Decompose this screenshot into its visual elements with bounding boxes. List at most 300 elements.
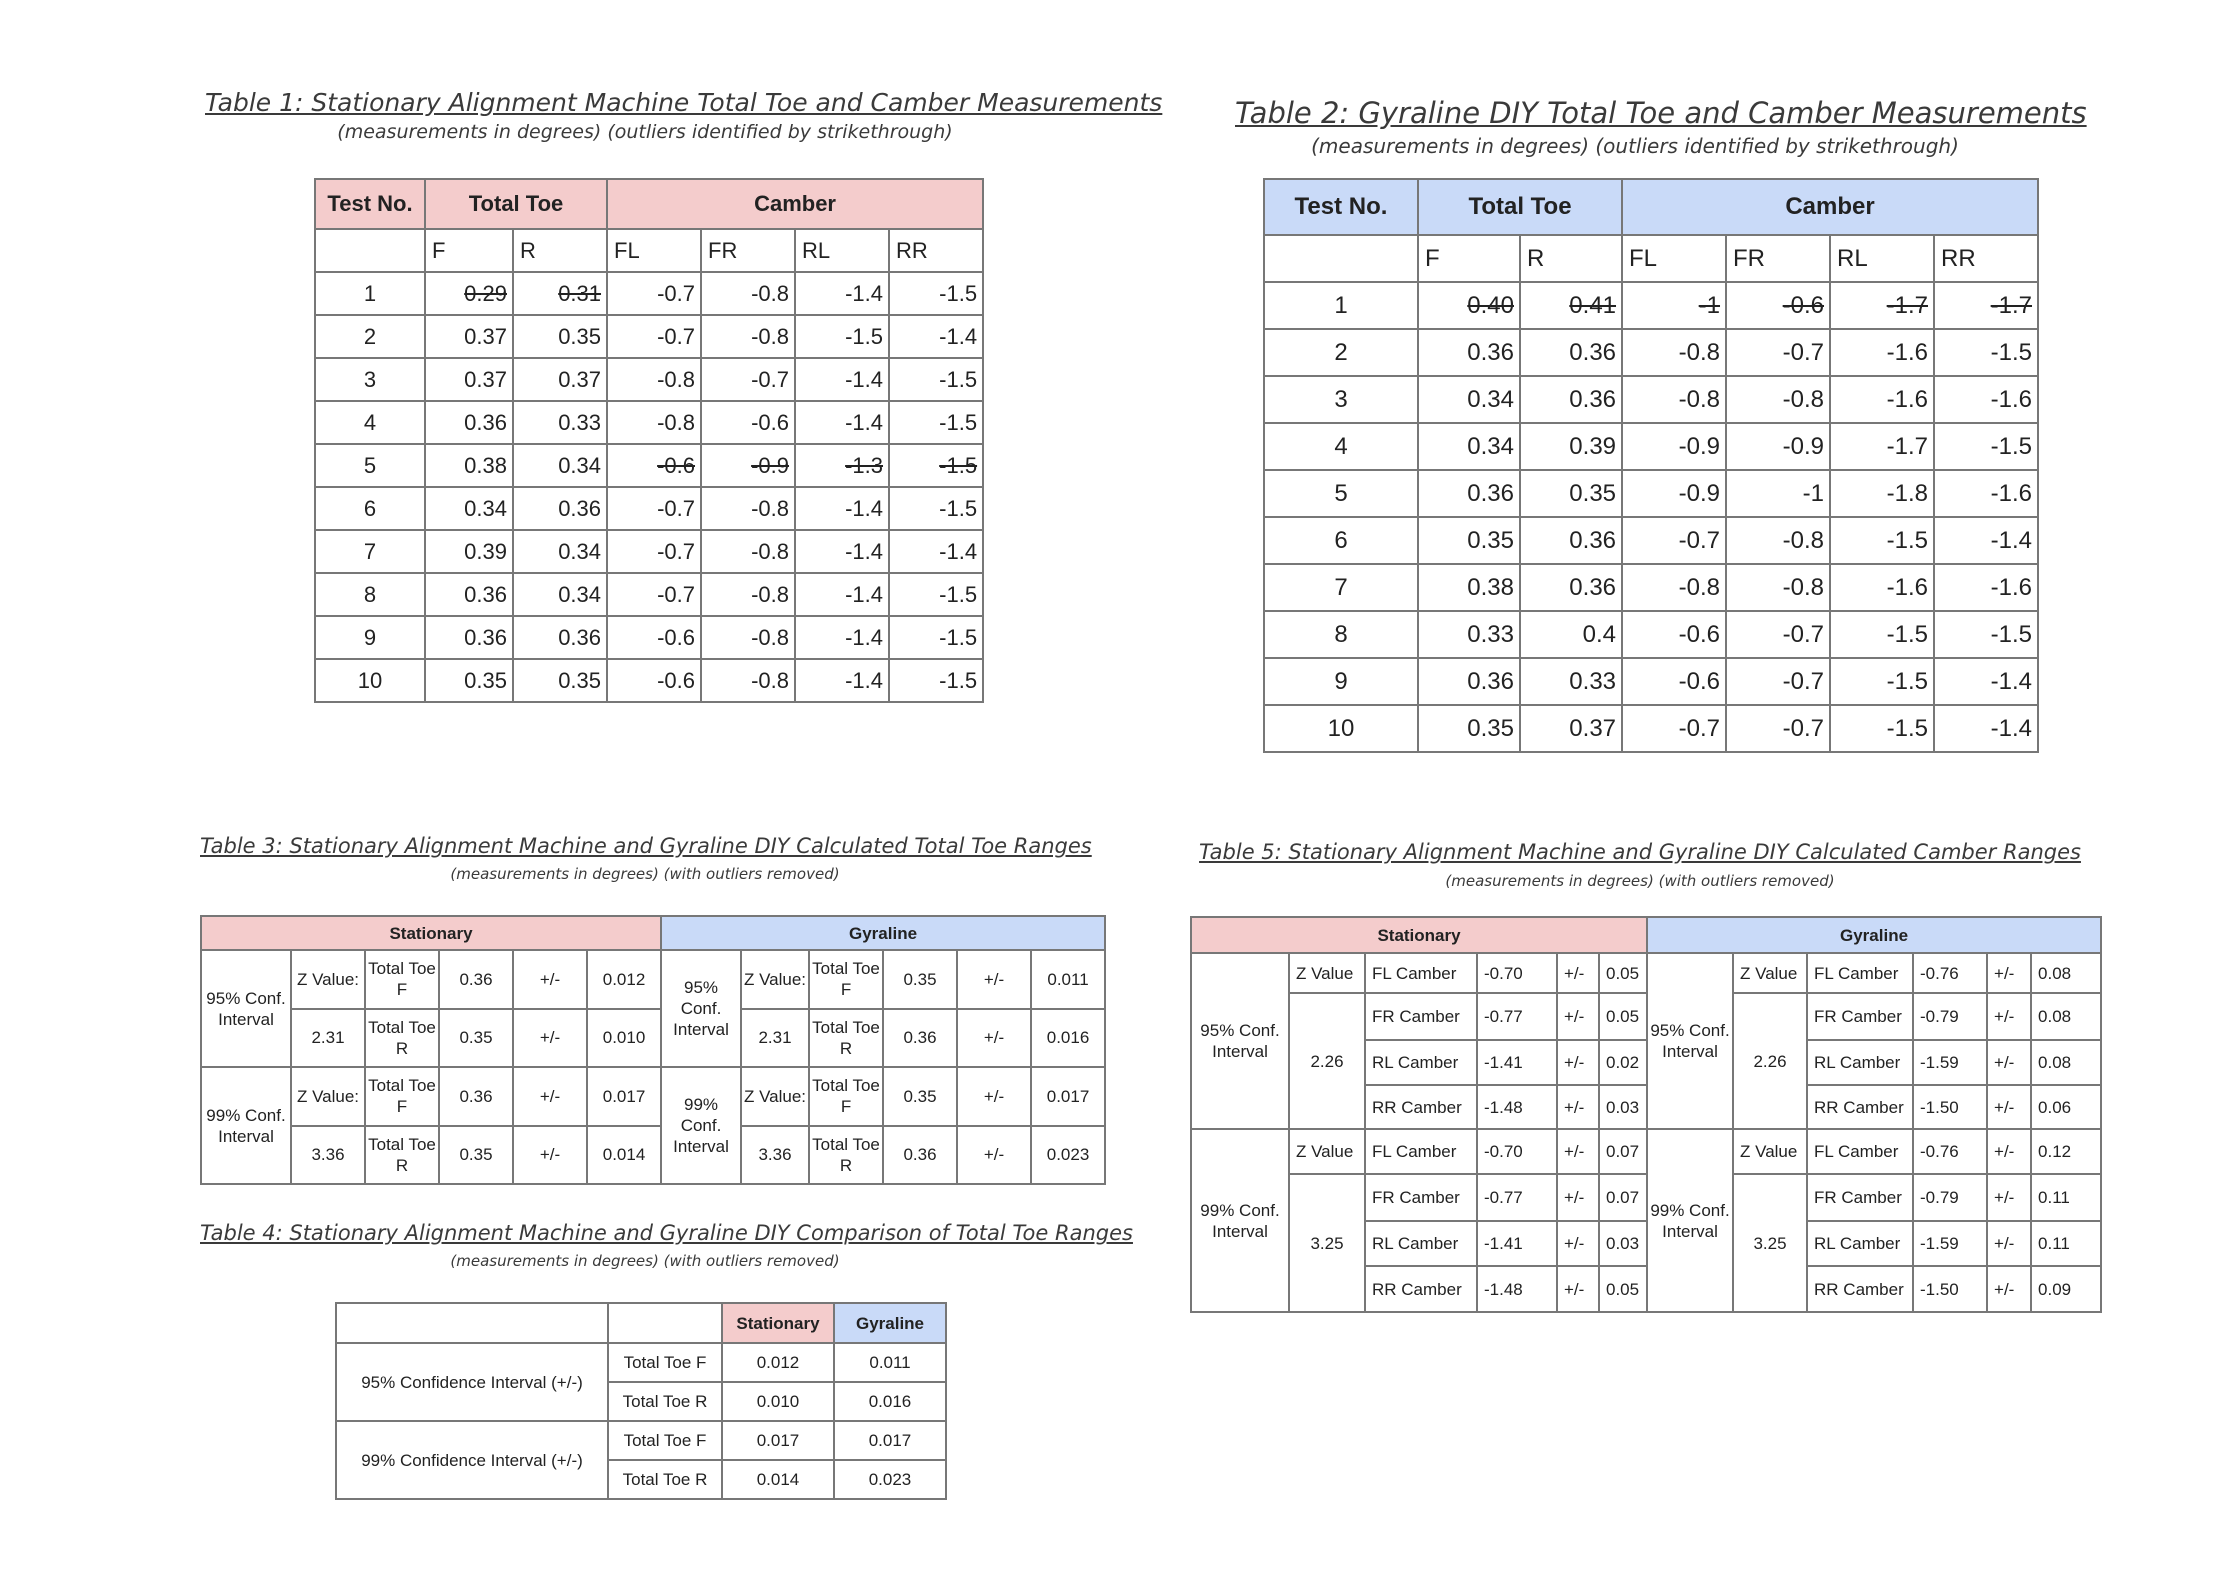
table1-row [315, 616, 983, 659]
table5-range: 0.12 [2031, 1129, 2101, 1174]
table1-header-camber: Camber [607, 179, 983, 229]
table4-value: 0.012 [722, 1343, 834, 1382]
table1-cell: -0.8 [701, 487, 795, 530]
table2-cell: -0.7 [1726, 658, 1830, 705]
table1-cell: 0.37 [425, 358, 513, 401]
table2-cell: 0.33 [1418, 611, 1520, 658]
table1-cell: 0.36 [425, 401, 513, 444]
table3-value: 0.36 [439, 1067, 513, 1125]
table2-subheader: FL [1622, 235, 1726, 282]
table2-row [1264, 658, 2038, 705]
table1-cell: 0.36 [425, 573, 513, 616]
table2-cell: -0.7 [1726, 611, 1830, 658]
table2-cell: 0.41 [1520, 282, 1622, 329]
table3-zvalue-label: Z Value: [291, 1067, 365, 1125]
table1-cell: -1.5 [795, 315, 889, 358]
table5-camber-label: RR Camber [1807, 1085, 1913, 1129]
table5-range: 0.05 [1599, 1266, 1647, 1312]
table1-cell: -0.6 [701, 401, 795, 444]
table2-cell: 0.35 [1418, 517, 1520, 564]
table1-cell: -0.9 [701, 444, 795, 487]
table1-cell: 0.39 [425, 530, 513, 573]
table5-range: 0.08 [2031, 1040, 2101, 1085]
table2-row [1264, 282, 2038, 329]
table4-toe-label: Total Toe R [608, 1460, 722, 1499]
table2-cell: 0.37 [1520, 705, 1622, 752]
table5-value: -1.48 [1477, 1085, 1557, 1129]
table1-cell: -1.4 [795, 401, 889, 444]
table3-value: 0.35 [883, 950, 957, 1008]
table4-ci95-label: 95% Confidence Interval (+/-) [336, 1343, 608, 1421]
table5-pm: +/- [1987, 1129, 2031, 1174]
table2-subheader: RR [1934, 235, 2038, 282]
table5-row [1191, 1174, 2101, 1221]
table3-toe-label: Total Toe F [365, 950, 439, 1008]
table5-zvalue: 3.25 [1289, 1174, 1365, 1312]
table5-pm: +/- [1557, 1266, 1599, 1312]
table2-subheader [1264, 235, 1418, 282]
table1-cell: 0.36 [513, 616, 607, 659]
table5-pm: +/- [1557, 953, 1599, 993]
table1-cell: -0.6 [607, 659, 701, 702]
table5-pm: +/- [1987, 993, 2031, 1040]
table5-range: 0.03 [1599, 1085, 1647, 1129]
table2-cell: -1.7 [1830, 282, 1934, 329]
table4-value: 0.023 [834, 1460, 946, 1499]
table1-cell: 0.36 [425, 616, 513, 659]
table1-subheader: F [425, 229, 513, 272]
table1-test-number: 5 [315, 444, 425, 487]
table1-row [315, 530, 983, 573]
table5-pm: +/- [1987, 1085, 2031, 1129]
table5-ci-label: 99% Conf. Interval [1191, 1129, 1289, 1312]
table1-cell: 0.37 [513, 358, 607, 401]
table3-zvalue-label: Z Value: [741, 950, 809, 1008]
table1-subheader: RL [795, 229, 889, 272]
table2-cell: -1.4 [1934, 517, 2038, 564]
table1-row [315, 315, 983, 358]
table5-range: 0.05 [1599, 953, 1647, 993]
table5-camber-label: FL Camber [1365, 953, 1477, 993]
table1-cell: 0.35 [513, 315, 607, 358]
table5-value: -1.59 [1913, 1040, 1987, 1085]
table2-cell: -0.7 [1622, 705, 1726, 752]
table1-cell: -0.8 [701, 616, 795, 659]
table3-ci95-label: 95% Conf. Interval [661, 950, 741, 1067]
table2-test-number: 10 [1264, 705, 1418, 752]
table1-cell: -1.4 [795, 616, 889, 659]
table2-cell: -0.8 [1622, 376, 1726, 423]
table1-subtitle: (measurements in degrees) (outliers identified by strikethrough) [337, 121, 953, 143]
table1-cell: -0.7 [607, 272, 701, 315]
table1-cell: -1.5 [889, 573, 983, 616]
table1-row [315, 444, 983, 487]
table5-value: -1.59 [1913, 1221, 1987, 1266]
table1 [314, 178, 984, 703]
table1-subheader: R [513, 229, 607, 272]
table2-cell: -0.8 [1622, 329, 1726, 376]
table2-test-number: 1 [1264, 282, 1418, 329]
table2-subheader: R [1520, 235, 1622, 282]
table3-range: 0.017 [1031, 1067, 1105, 1125]
table3-zvalue: 2.31 [291, 1009, 365, 1067]
table5-value: -0.79 [1913, 1174, 1987, 1221]
table4-toe-label: Total Toe R [608, 1382, 722, 1421]
table2-test-number: 7 [1264, 564, 1418, 611]
table1-cell: -1.4 [795, 573, 889, 616]
table4-value: 0.017 [722, 1421, 834, 1460]
table5-value: -0.79 [1913, 993, 1987, 1040]
table2-subheader: RL [1830, 235, 1934, 282]
table3-zvalue: 3.36 [291, 1126, 365, 1184]
table2-cell: -1.4 [1934, 705, 2038, 752]
table2-row [1264, 705, 2038, 752]
table1-cell: -1.5 [889, 401, 983, 444]
table1-test-number: 3 [315, 358, 425, 401]
table5-range: 0.03 [1599, 1221, 1647, 1266]
table5-camber-label: FL Camber [1807, 1129, 1913, 1174]
table5-zvalue-label: Z Value [1289, 953, 1365, 993]
table5-value: -1.50 [1913, 1266, 1987, 1312]
table2-cell: -0.6 [1622, 658, 1726, 705]
table2-cell: 0.34 [1418, 423, 1520, 470]
table5-range: 0.02 [1599, 1040, 1647, 1085]
table5-title: Table 5: Stationary Alignment Machine and Gyraline DIY Calculated Camber Ranges [1199, 840, 2081, 864]
table1-cell: -0.7 [607, 573, 701, 616]
table4-title: Table 4: Stationary Alignment Machine and Gyraline DIY Comparison of Total Toe Ranges [200, 1221, 1133, 1245]
table5-value: -0.70 [1477, 953, 1557, 993]
table2-cell: -1 [1726, 470, 1830, 517]
table1-cell: -0.6 [607, 616, 701, 659]
table1-cell: -0.8 [701, 272, 795, 315]
table3-toe-label: Total Toe F [365, 1067, 439, 1125]
table5-pm: +/- [1557, 1174, 1599, 1221]
table3-range: 0.011 [1031, 950, 1105, 1008]
table3-title: Table 3: Stationary Alignment Machine and Gyraline DIY Calculated Total Toe Ranges [200, 834, 1092, 858]
table1-cell: -1.4 [795, 272, 889, 315]
table3-range: 0.017 [587, 1067, 661, 1125]
table4-toe-label: Total Toe F [608, 1343, 722, 1382]
table5-row [1191, 953, 2101, 993]
table3-range: 0.023 [1031, 1126, 1105, 1184]
table3-toe-label: Total Toe R [365, 1126, 439, 1184]
table4-gyraline-header: Gyraline [834, 1303, 946, 1343]
table3-zvalue: 2.31 [741, 1009, 809, 1067]
table2-cell: -0.8 [1622, 564, 1726, 611]
table5-camber-label: RL Camber [1807, 1040, 1913, 1085]
table2-cell: -0.7 [1726, 329, 1830, 376]
table5-subtitle: (measurements in degrees) (with outliers removed) [1445, 872, 1835, 890]
table1-header-toe: Total Toe [425, 179, 607, 229]
table4-stationary-header: Stationary [722, 1303, 834, 1343]
table3-ci95-label: 95% Conf. Interval [201, 950, 291, 1067]
table1-cell: 0.31 [513, 272, 607, 315]
table2-row [1264, 470, 2038, 517]
table5-range: 0.06 [2031, 1085, 2101, 1129]
table2-test-number: 5 [1264, 470, 1418, 517]
table4-ci99-label: 99% Confidence Interval (+/-) [336, 1421, 608, 1499]
table3-range: 0.014 [587, 1126, 661, 1184]
table1-subheader: RR [889, 229, 983, 272]
table1-cell: -1.4 [795, 530, 889, 573]
table5-ci-label: 95% Conf. Interval [1191, 953, 1289, 1129]
table2-cell: 0.36 [1418, 658, 1520, 705]
table1-cell: -1.5 [889, 616, 983, 659]
table2-cell: 0.33 [1520, 658, 1622, 705]
table1-cell: -1.5 [889, 659, 983, 702]
table1-test-number: 2 [315, 315, 425, 358]
table3-zvalue-label: Z Value: [741, 1067, 809, 1125]
table1-cell: -1.3 [795, 444, 889, 487]
table1-cell: -0.8 [701, 659, 795, 702]
table5-camber-label: RL Camber [1807, 1221, 1913, 1266]
table2-cell: -0.7 [1726, 705, 1830, 752]
table3-range: 0.012 [587, 950, 661, 1008]
table3-toe-label: Total Toe R [809, 1009, 883, 1067]
table1-cell: 0.35 [513, 659, 607, 702]
table5-range: 0.11 [2031, 1221, 2101, 1266]
table3-toe-label: Total Toe R [365, 1009, 439, 1067]
table3-stationary-header: Stationary [201, 916, 661, 950]
table3-value: 0.35 [883, 1067, 957, 1125]
table1-test-number: 9 [315, 616, 425, 659]
table1-cell: 0.35 [425, 659, 513, 702]
table3-pm: +/- [957, 1067, 1031, 1125]
table4-value: 0.017 [834, 1421, 946, 1460]
table2-cell: -1.5 [1830, 705, 1934, 752]
table2-cell: 0.39 [1520, 423, 1622, 470]
table5-camber-label: FR Camber [1807, 1174, 1913, 1221]
table1-cell: -1.5 [889, 444, 983, 487]
table2-cell: 0.36 [1418, 329, 1520, 376]
table2-cell: -1 [1622, 282, 1726, 329]
table1-row [315, 358, 983, 401]
table1-row [315, 573, 983, 616]
table3-range: 0.016 [1031, 1009, 1105, 1067]
table5-zvalue-label: Z Value [1733, 953, 1807, 993]
table5-stationary-header: Stationary [1191, 917, 1647, 953]
table1-subheader: FR [701, 229, 795, 272]
table3-range: 0.010 [587, 1009, 661, 1067]
table4 [335, 1302, 947, 1500]
table2-cell: 0.40 [1418, 282, 1520, 329]
table3-pm: +/- [957, 950, 1031, 1008]
table2-cell: -0.8 [1726, 376, 1830, 423]
table3-ci99-label: 99% Conf. Interval [201, 1067, 291, 1184]
table2-cell: -1.6 [1934, 470, 2038, 517]
table1-cell: -0.8 [607, 401, 701, 444]
table1-cell: -0.7 [607, 530, 701, 573]
table5-range: 0.07 [1599, 1174, 1647, 1221]
table3-pm: +/- [957, 1009, 1031, 1067]
table1-cell: 0.33 [513, 401, 607, 444]
table5-ci-label: 99% Conf. Interval [1647, 1129, 1733, 1312]
table5-pm: +/- [1987, 1266, 2031, 1312]
table5-pm: +/- [1987, 1040, 2031, 1085]
table3-pm: +/- [957, 1126, 1031, 1184]
table1-cell: 0.38 [425, 444, 513, 487]
table2-header-toe: Total Toe [1418, 179, 1622, 235]
table1-cell: -1.5 [889, 487, 983, 530]
table5-pm: +/- [1557, 1040, 1599, 1085]
table3-ci99-label: 99% Conf. Interval [661, 1067, 741, 1184]
table3-value: 0.35 [439, 1126, 513, 1184]
table2-cell: -0.9 [1622, 470, 1726, 517]
table2-cell: 0.36 [1520, 329, 1622, 376]
table5-pm: +/- [1987, 1221, 2031, 1266]
table1-cell: -0.7 [607, 315, 701, 358]
table1-title: Table 1: Stationary Alignment Machine Total Toe and Camber Measurements [205, 88, 1163, 117]
table2-cell: -1.5 [1934, 329, 2038, 376]
table5-camber-label: FL Camber [1365, 1129, 1477, 1174]
table2-cell: -1.6 [1830, 564, 1934, 611]
table5-camber-label: RL Camber [1365, 1221, 1477, 1266]
table1-subheader [315, 229, 425, 272]
table5-range: 0.08 [2031, 993, 2101, 1040]
table3 [200, 915, 1106, 1185]
table1-test-number: 8 [315, 573, 425, 616]
table5-zvalue: 2.26 [1733, 993, 1807, 1129]
table5-value: -0.70 [1477, 1129, 1557, 1174]
table2-cell: -0.6 [1726, 282, 1830, 329]
table5-range: 0.11 [2031, 1174, 2101, 1221]
table4-value: 0.014 [722, 1460, 834, 1499]
table2-cell: -0.9 [1622, 423, 1726, 470]
table1-cell: -1.5 [889, 272, 983, 315]
table1-test-number: 4 [315, 401, 425, 444]
table1-cell: -1.4 [795, 358, 889, 401]
table2-cell: 0.36 [1520, 376, 1622, 423]
table1-cell: -0.7 [701, 358, 795, 401]
table2-row [1264, 329, 2038, 376]
table3-zvalue: 3.36 [741, 1126, 809, 1184]
table1-cell: -1.4 [889, 315, 983, 358]
table3-toe-label: Total Toe R [809, 1126, 883, 1184]
table2-cell: 0.36 [1418, 470, 1520, 517]
table5-value: -0.76 [1913, 1129, 1987, 1174]
table5-value: -1.41 [1477, 1221, 1557, 1266]
table2-header-test: Test No. [1264, 179, 1418, 235]
table1-test-number: 10 [315, 659, 425, 702]
table5-row [1191, 993, 2101, 1040]
table5-value: -1.48 [1477, 1266, 1557, 1312]
table4-value: 0.016 [834, 1382, 946, 1421]
table2-cell: -1.5 [1934, 423, 2038, 470]
table5-range: 0.08 [2031, 953, 2101, 993]
table5-ci-label: 95% Conf. Interval [1647, 953, 1733, 1129]
table2-cell: -1.6 [1830, 329, 1934, 376]
table2-subheader: FR [1726, 235, 1830, 282]
table2-cell: 0.34 [1418, 376, 1520, 423]
table5-zvalue-label: Z Value [1733, 1129, 1807, 1174]
table1-cell: -0.7 [607, 487, 701, 530]
table1-cell: 0.37 [425, 315, 513, 358]
table3-value: 0.35 [439, 1009, 513, 1067]
table2-cell: 0.4 [1520, 611, 1622, 658]
table4-toe-label: Total Toe F [608, 1421, 722, 1460]
table5-pm: +/- [1557, 1085, 1599, 1129]
table1-cell: 0.34 [513, 573, 607, 616]
table5-zvalue: 2.26 [1289, 993, 1365, 1129]
table3-value: 0.36 [883, 1126, 957, 1184]
table1-subheader: FL [607, 229, 701, 272]
table5-value: -1.50 [1913, 1085, 1987, 1129]
table3-pm: +/- [513, 1126, 587, 1184]
table2-cell: -1.5 [1934, 611, 2038, 658]
table5-pm: +/- [1987, 953, 2031, 993]
table1-row [315, 272, 983, 315]
table2-cell: 0.36 [1520, 517, 1622, 564]
table5-camber-label: RR Camber [1365, 1266, 1477, 1312]
table2-test-number: 6 [1264, 517, 1418, 564]
table1-cell: -1.4 [795, 487, 889, 530]
table2-row [1264, 376, 2038, 423]
table5-camber-label: FL Camber [1807, 953, 1913, 993]
table2-test-number: 9 [1264, 658, 1418, 705]
table1-cell: -0.8 [701, 530, 795, 573]
table2-cell: 0.36 [1520, 564, 1622, 611]
table5-zvalue-label: Z Value [1289, 1129, 1365, 1174]
table3-pm: +/- [513, 1009, 587, 1067]
table2-cell: -1.5 [1830, 517, 1934, 564]
table5-pm: +/- [1557, 1221, 1599, 1266]
table2-row [1264, 611, 2038, 658]
table1-cell: 0.29 [425, 272, 513, 315]
table3-zvalue-label: Z Value: [291, 950, 365, 1008]
table2-cell: 0.35 [1520, 470, 1622, 517]
table5-pm: +/- [1557, 993, 1599, 1040]
table3-toe-label: Total Toe F [809, 1067, 883, 1125]
table1-cell: -1.4 [795, 659, 889, 702]
table1-cell: -0.6 [607, 444, 701, 487]
table5-value: -0.77 [1477, 993, 1557, 1040]
table5-camber-label: FR Camber [1365, 993, 1477, 1040]
table1-cell: -0.8 [607, 358, 701, 401]
table2-title: Table 2: Gyraline DIY Total Toe and Camber Measurements [1235, 96, 2087, 130]
table5-value: -1.41 [1477, 1040, 1557, 1085]
table5-row [1191, 1129, 2101, 1174]
table5-range: 0.05 [1599, 993, 1647, 1040]
table1-cell: 0.36 [513, 487, 607, 530]
table5-camber-label: FR Camber [1807, 993, 1913, 1040]
table2-cell: -0.6 [1622, 611, 1726, 658]
table2-test-number: 8 [1264, 611, 1418, 658]
table2-header-camber: Camber [1622, 179, 2038, 235]
table5-pm: +/- [1987, 1174, 2031, 1221]
table1-header-test: Test No. [315, 179, 425, 229]
table1-cell: 0.34 [513, 530, 607, 573]
table5 [1190, 916, 2102, 1313]
table2-cell: -1.6 [1934, 564, 2038, 611]
table2 [1263, 178, 2039, 753]
table4-value: 0.011 [834, 1343, 946, 1382]
table1-cell: -0.8 [701, 315, 795, 358]
table1-row [315, 401, 983, 444]
table2-cell: -1.7 [1830, 423, 1934, 470]
table2-cell: 0.35 [1418, 705, 1520, 752]
table2-cell: -1.4 [1934, 658, 2038, 705]
table5-range: 0.09 [2031, 1266, 2101, 1312]
table2-cell: 0.38 [1418, 564, 1520, 611]
table3-pm: +/- [513, 950, 587, 1008]
table3-value: 0.36 [439, 950, 513, 1008]
table2-row [1264, 517, 2038, 564]
table5-value: -0.76 [1913, 953, 1987, 993]
table5-zvalue: 3.25 [1733, 1174, 1807, 1312]
table5-range: 0.07 [1599, 1129, 1647, 1174]
table4-subtitle: (measurements in degrees) (with outliers removed) [450, 1252, 840, 1270]
table2-cell: -0.7 [1622, 517, 1726, 564]
